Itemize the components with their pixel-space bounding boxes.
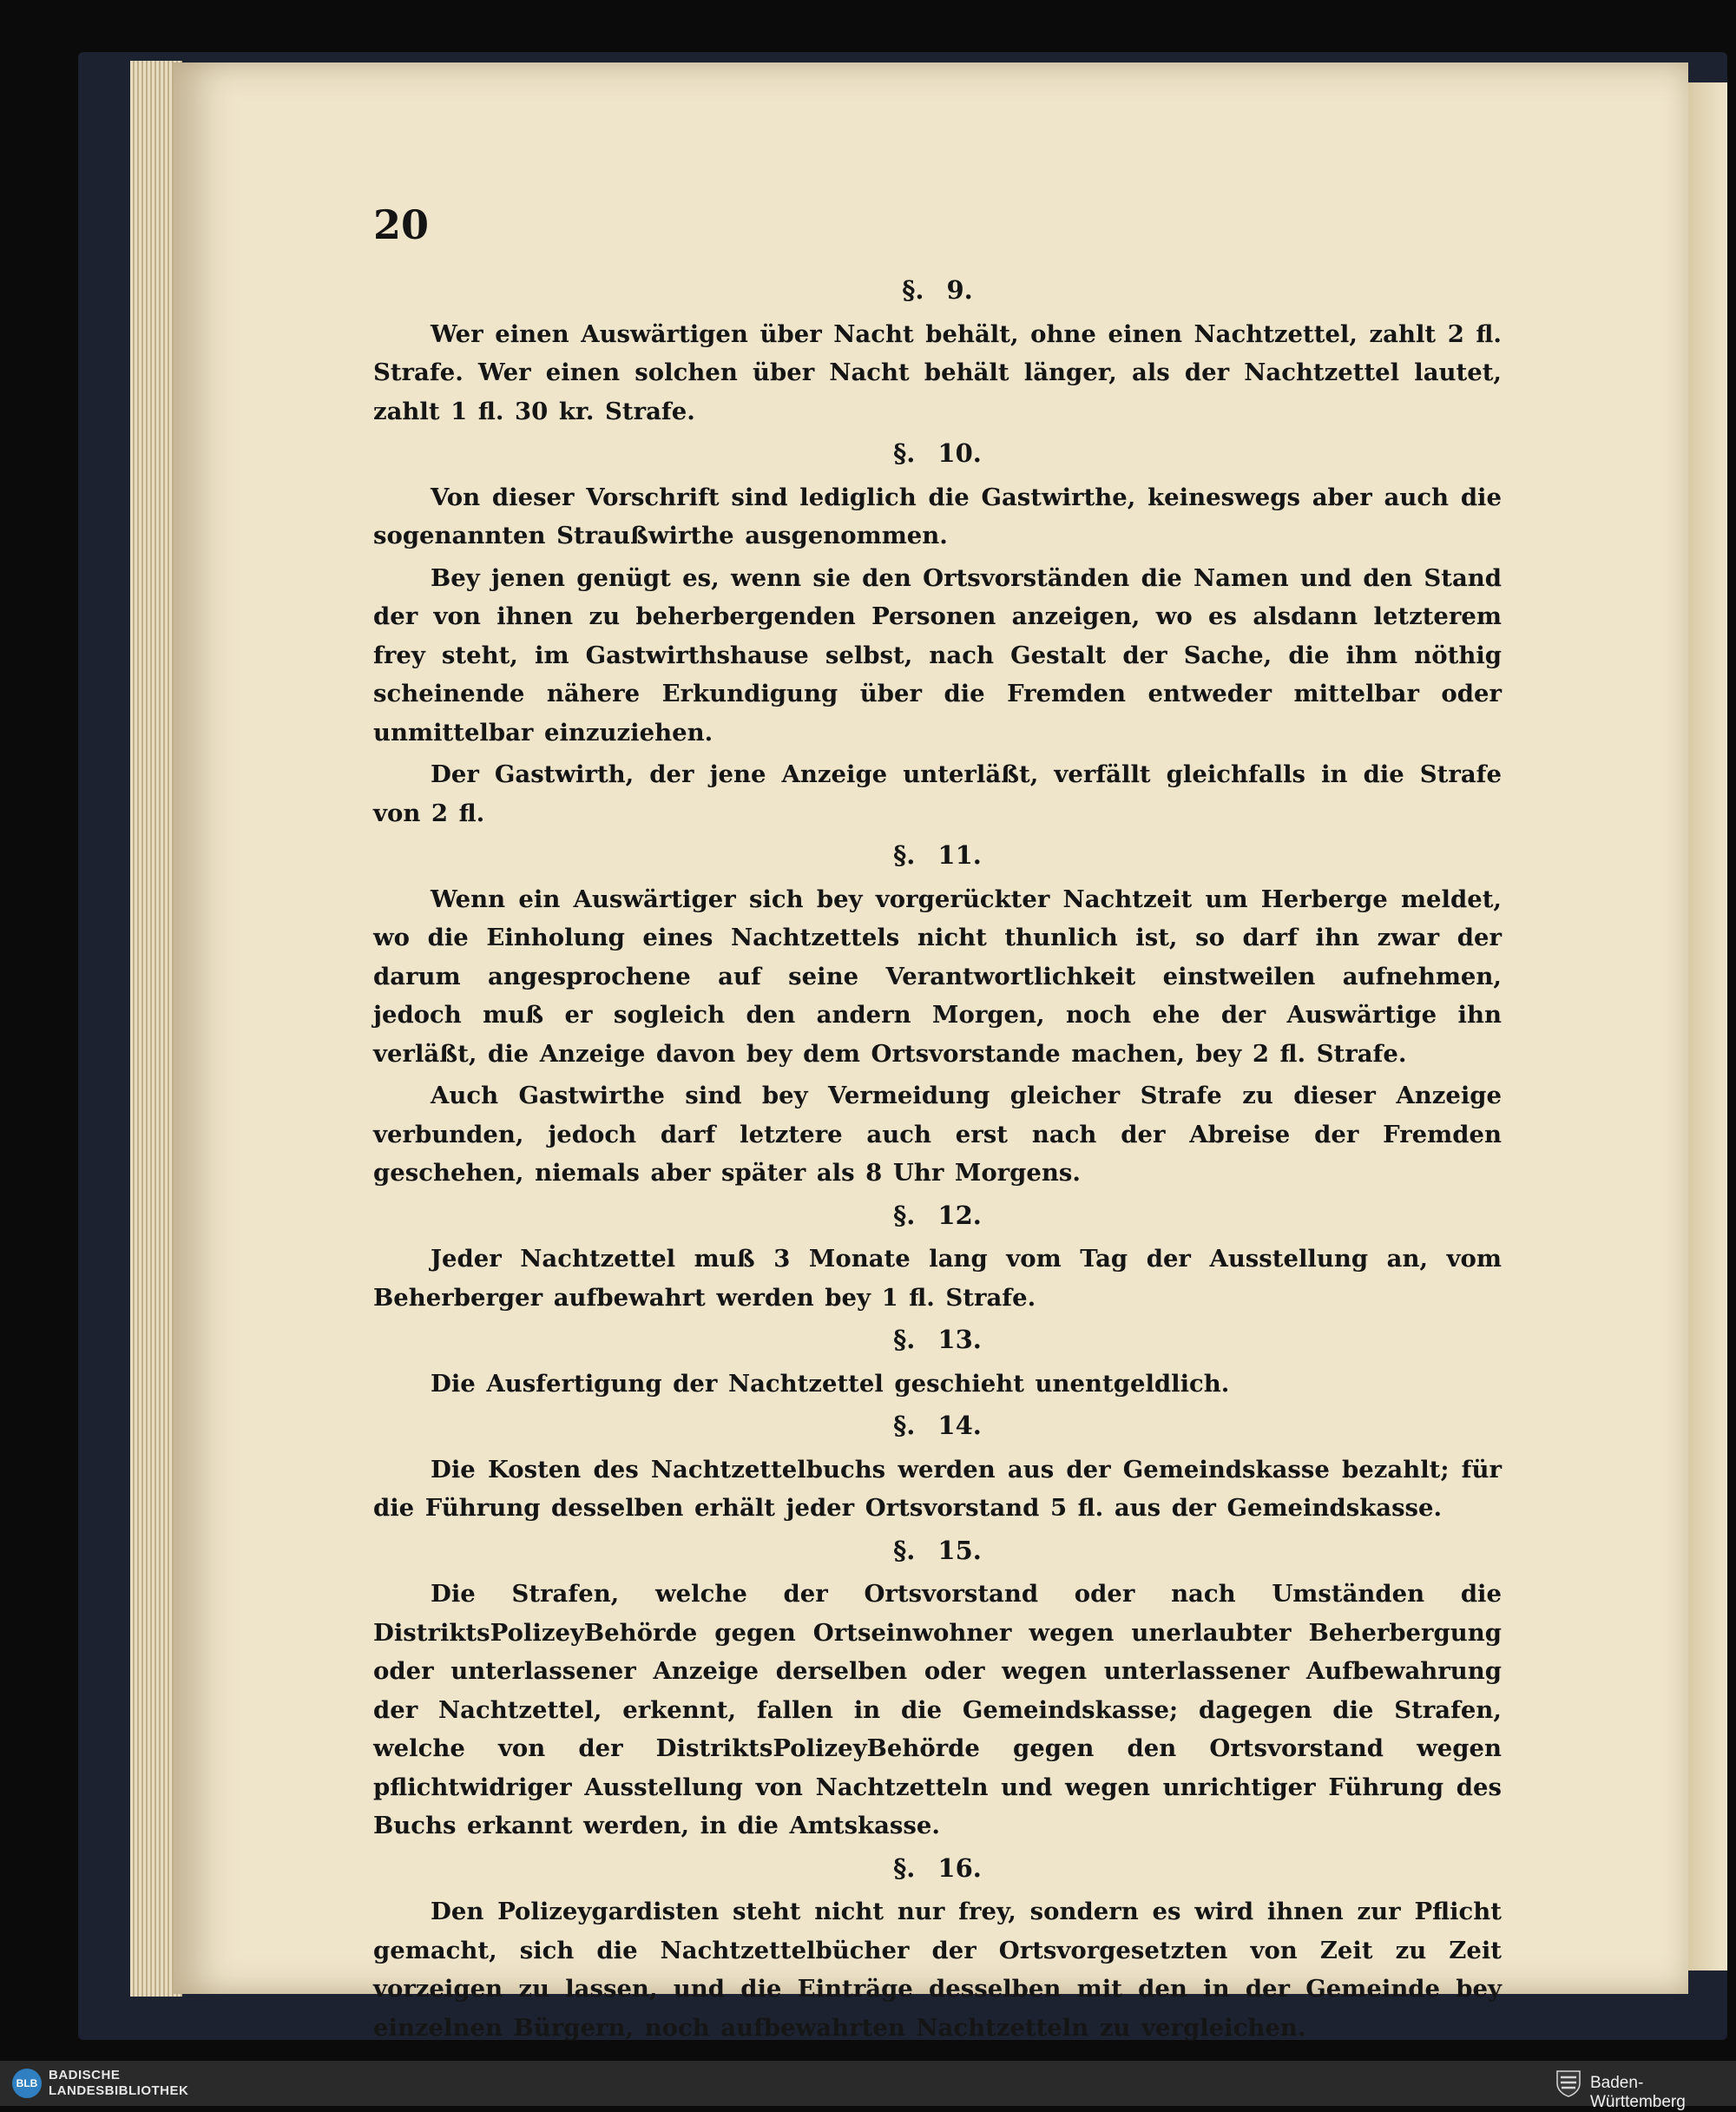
- library-name-line1: BADISCHE: [49, 2068, 121, 2082]
- paragraph: Die Ausfertigung der Nachtzettel geschieht unentgeldlich.: [431, 1369, 1230, 1398]
- section-12: [373, 1196, 1502, 1318]
- section-heading: [373, 1320, 1502, 1359]
- section-9: [373, 271, 1502, 431]
- section-symbol: §.: [893, 840, 916, 870]
- section-11: [373, 836, 1502, 1193]
- library-name-line2: LANDESBIBLIOTHEK: [49, 2083, 189, 2098]
- section-number: 14.: [937, 1411, 982, 1440]
- section-number: 13.: [937, 1325, 982, 1354]
- section-10: [373, 434, 1502, 832]
- section-symbol: §.: [893, 1325, 916, 1354]
- section-heading: [373, 271, 1502, 310]
- section-number: 15.: [937, 1535, 982, 1565]
- section-number: 12.: [937, 1200, 982, 1230]
- section-14: [373, 1406, 1502, 1528]
- section-symbol: §.: [902, 275, 924, 305]
- section-symbol: §.: [893, 438, 916, 468]
- paragraph: Wer einen Auswärtigen über Nacht behält, ohne einen Nachtzettel, zahlt 2 fl. Strafe. Wer einen solchen über Nacht behält länger, als der Nachtzettel lautet, zahlt 1 fl. 30 kr. Strafe.: [373, 319, 1502, 425]
- page-number: 20: [373, 201, 430, 248]
- section-number: 9.: [946, 275, 973, 305]
- paragraph: Von dieser Vorschrift sind lediglich die Gastwirthe, keineswegs aber auch die sogenannten Straußwirthe ausgenommen.: [373, 483, 1502, 549]
- section-13: [373, 1320, 1502, 1403]
- paragraph: Jeder Nachtzettel muß 3 Monate lang vom Tag der Ausstellung an, vom Beherberger aufbewahrt werden bey 1 fl. Strafe.: [373, 1245, 1502, 1312]
- paragraph: Die Strafen, welche der Ortsvorstand oder nach Umständen die DistriktsPolizeyBehörde gegen Ortseinwohner wegen unerlaubter Beherbergung oder unterlassener Anzeige derselben oder wegen unterlassener Aufbewahrung der Nachtzettel, erkennt, fallen in die Gemeindskasse; dagegen die Strafen, welche von der DistriktsPolizeyBehörde gegen den Ortsvorstand wegen pflichtwidriger Ausstellung von Nachtzetteln und wegen unrichtiger Führung des Buchs erkannt werden, in die Amtskasse.: [373, 1580, 1502, 1839]
- section-heading: [373, 836, 1502, 875]
- paragraph: Die Kosten des Nachtzettelbuchs werden aus der Gemeindskasse bezahlt; für die Führung desselben erhält jeder Ortsvorstand 5 fl. aus der Gemeindskasse.: [373, 1455, 1502, 1522]
- section-16: [373, 1849, 1502, 2048]
- section-symbol: §.: [893, 1411, 916, 1440]
- section-heading: [373, 1531, 1502, 1570]
- section-number: 11.: [937, 840, 982, 870]
- coat-of-arms-icon[interactable]: [1555, 2069, 1581, 2097]
- section-symbol: §.: [893, 1535, 916, 1565]
- paragraph: Den Polizeygardisten steht nicht nur frey, sondern es wird ihnen zur Pflicht gemacht, sich die Nachtzettelbücher der Ortsvorgesetzten von Zeit zu Zeit vorzeigen zu lassen, und die Einträge desselben mit den in der Gemeinde bey einzelnen Bürgern, noch aufbewahrten Nachtzetteln zu vergleichen.: [373, 1898, 1502, 2042]
- footer-bar: [0, 2061, 1736, 2111]
- next-page-edge: [1688, 82, 1727, 1971]
- page-text: [373, 271, 1502, 2050]
- section-symbol: §.: [893, 1200, 916, 1230]
- section-number: 10.: [937, 438, 982, 468]
- paragraph: Auch Gastwirthe sind bey Vermeidung gleicher Strafe zu dieser Anzeige verbunden, jedoch darf letztere auch erst nach der Abreise der Fremden geschehen, niemals aber später als 8 Uhr Morgens.: [373, 1082, 1502, 1187]
- section-heading: [373, 1196, 1502, 1235]
- section-number: 16.: [937, 1852, 982, 1883]
- section-15: [373, 1531, 1502, 1846]
- paragraph: Wenn ein Auswärtiger sich bey vorgerückter Nachtzeit um Herberge meldet, wo die Einholung eines Nachtzettels nicht thunlich ist, so darf ihn zwar der darum angesprochene auf seine Verantwortlichkeit einstweilen aufnehmen, jedoch muß er sogleich den andern Morgen, noch ehe der Auswärtige ihn verläßt, die Anzeige davon bey dem Ortsvorstande machen, bey 2 fl. Strafe.: [373, 885, 1502, 1068]
- region-label[interactable]: Baden-Württemberg: [1590, 2074, 1686, 2111]
- paragraph: Bey jenen genügt es, wenn sie den Ortsvorständen die Namen und den Stand der von ihnen zu beherbergenden Personen anzeigen, wo es alsdann letzterem frey steht, im Gastwirthshause selbst, nach Gestalt der Sache, die ihm nöthig scheinende nähere Erkundigung über die Fremden entweder mittelbar oder unmittelbar einzuziehen.: [373, 563, 1502, 747]
- section-heading: [373, 434, 1502, 473]
- section-heading: [373, 1406, 1502, 1445]
- library-name: [49, 2068, 188, 2099]
- section-symbol: §.: [893, 1852, 916, 1883]
- section-heading: [373, 1849, 1502, 1888]
- blb-logo-icon[interactable]: BLB: [12, 2069, 42, 2098]
- paragraph: Der Gastwirth, der jene Anzeige unterläßt, verfällt gleichfalls in die Strafe von 2 fl.: [373, 760, 1502, 827]
